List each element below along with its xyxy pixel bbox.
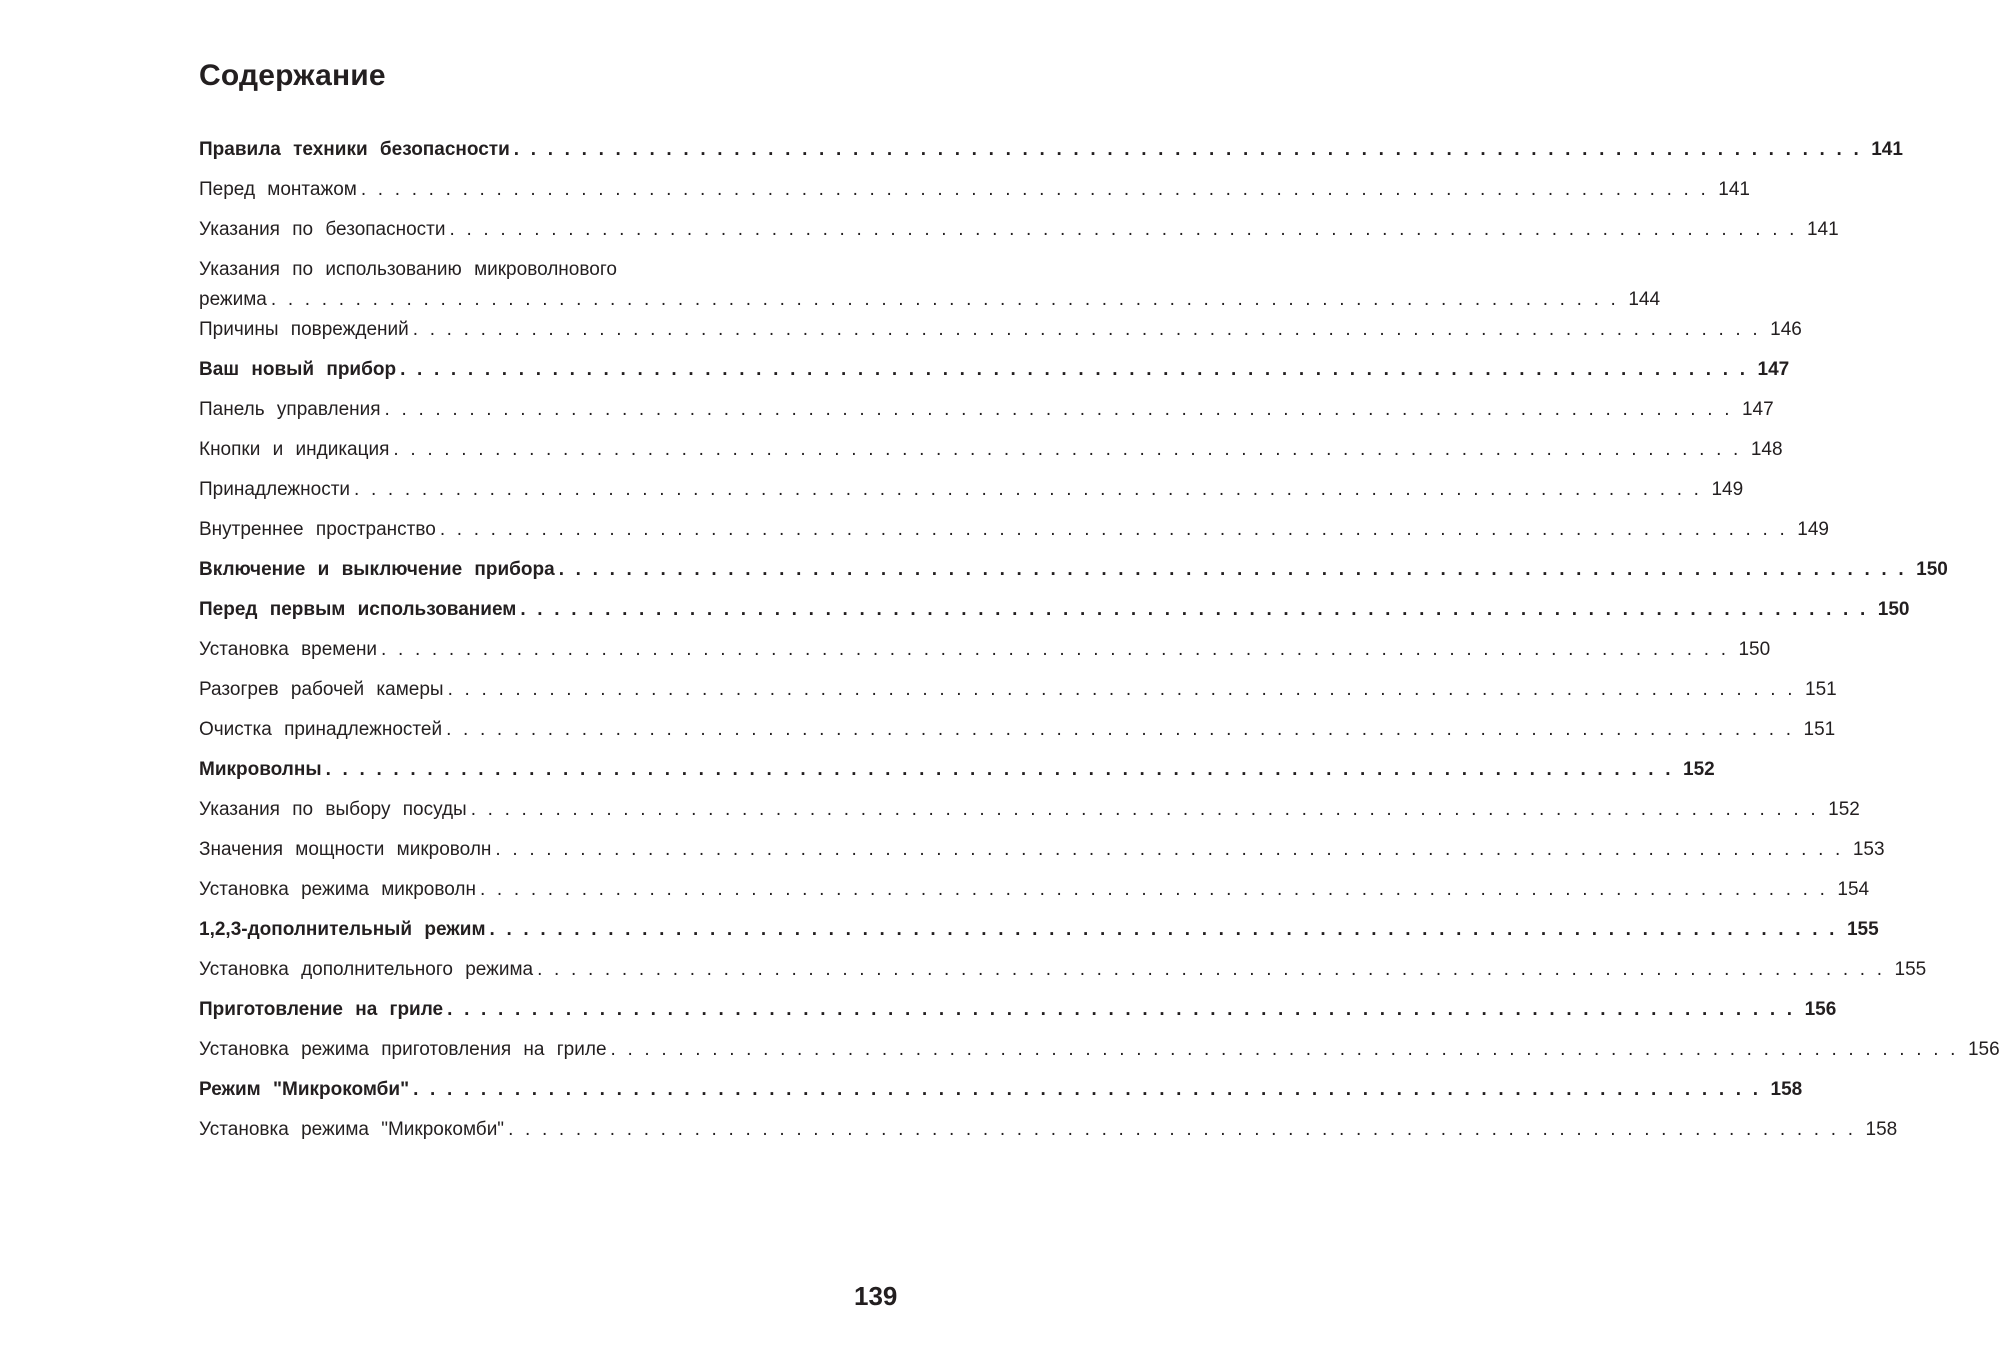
toc-entry-title: Внутреннее пространство <box>199 510 440 550</box>
toc-entry <box>199 710 1836 750</box>
dot-leader: . . . . . . . . . . . . . . . . . . . . . . . . . . . . . . . . . . . . . . . . . . . . . . . . . . . . . . . . . . . . . . . . . . . . . . . . . . . . . . . . <box>447 999 1796 1020</box>
toc-entry-page: 152 <box>1683 759 1715 780</box>
toc-entry-title: Установка режима приготовления на гриле <box>199 1030 611 1070</box>
toc-entry-title: Причины повреждений <box>199 310 413 350</box>
toc-entry <box>199 510 1829 550</box>
toc-entry-title: Значения мощности микроволн <box>199 830 495 870</box>
toc-entry-page: 147 <box>1741 399 1774 420</box>
toc-entry <box>199 170 1750 210</box>
toc-entry-page: 148 <box>1750 439 1783 460</box>
toc-entry-title: Указания по выбору посуды <box>199 790 471 830</box>
toc-entry <box>199 1110 1898 1150</box>
dot-leader: . . . . . . . . . . . . . . . . . . . . . . . . . . . . . . . . . . . . . . . . . . . . . . . . . . . . . . . . . . . . . . . . . . . . . . . . . . . . . . . . <box>413 1079 1762 1100</box>
toc-entry-title: Ваш новый прибор <box>199 350 400 390</box>
toc-entry-title: режима <box>199 290 271 310</box>
toc-entry <box>199 1030 2000 1070</box>
dot-leader: . . . . . . . . . . . . . . . . . . . . . . . . . . . . . . . . . . . . . . . . . . . . . . . . . . . . . . . . . . . . . . . . . . . . . . . . . . . . . . . . <box>384 399 1733 420</box>
toc-entry <box>199 390 1774 430</box>
dot-leader: . . . . . . . . . . . . . . . . . . . . . . . . . . . . . . . . . . . . . . . . . . . . . . . . . . . . . . . . . . . . . . . . . . . . . . . . . . . . . . . . <box>270 289 1620 310</box>
toc-entry-page: 150 <box>1738 639 1771 660</box>
dot-leader: . . . . . . . . . . . . . . . . . . . . . . . . . . . . . . . . . . . . . . . . . . . . . . . . . . . . . . . . . . . . . . . . . . . . . . . . . . . . . . . . <box>393 439 1742 460</box>
toc-entry-page: 141 <box>1806 219 1839 240</box>
toc-entry-title: Правила техники безопасности <box>199 130 514 170</box>
toc-entry-title: Кнопки и индикация <box>199 430 393 470</box>
toc-entry-title: 1,2,3-дополнительный режим <box>199 910 490 950</box>
page-number: 139 <box>854 1281 898 1311</box>
dot-leader: . . . . . . . . . . . . . . . . . . . . . . . . . . . . . . . . . . . . . . . . . . . . . . . . . . . . . . . . . . . . . . . . . . . . . . . . . . . . . . . . <box>325 759 1674 780</box>
toc-entry-title: Установка режима "Микрокомби" <box>199 1110 508 1150</box>
toc-entry-page: 149 <box>1711 479 1744 500</box>
dot-leader: . . . . . . . . . . . . . . . . . . . . . . . . . . . . . . . . . . . . . . . . . . . . . . . . . . . . . . . . . . . . . . . . . . . . . . . . . . . . . . . . <box>439 519 1788 540</box>
toc-entry <box>199 590 1910 630</box>
toc-entry-page: 158 <box>1770 1079 1803 1100</box>
toc-entry-page: 144 <box>1628 289 1661 310</box>
dot-leader: . . . . . . . . . . . . . . . . . . . . . . . . . . . . . . . . . . . . . . . . . . . . . . . . . . . . . . . . . . . . . . . . . . . . . . . . . . . . . . . . <box>558 559 1907 580</box>
toc-entry-page: 156 <box>1967 1039 2000 1060</box>
toc-entry <box>199 910 1879 950</box>
toc-entry <box>199 550 1948 590</box>
toc-entry-page: 149 <box>1797 519 1829 540</box>
toc-entry <box>199 630 1771 670</box>
toc-entry-title: Установка времени <box>199 630 381 670</box>
toc-entry-page: 151 <box>1805 679 1837 700</box>
dot-leader: . . . . . . . . . . . . . . . . . . . . . . . . . . . . . . . . . . . . . . . . . . . . . . . . . . . . . . . . . . . . . . . . . . . . . . . . . . . . . . . . <box>447 679 1796 700</box>
table-of-contents <box>199 130 2000 1150</box>
toc-entry-title: Микроволны <box>199 750 326 790</box>
dot-leader: . . . . . . . . . . . . . . . . . . . . . . . . . . . . . . . . . . . . . . . . . . . . . . . . . . . . . . . . . . . . . . . . . . . . . . . . . . . . . . . . <box>495 839 1844 860</box>
toc-entry <box>199 1070 1803 1110</box>
dot-leader: . . . . . . . . . . . . . . . . . . . . . . . . . . . . . . . . . . . . . . . . . . . . . . . . . . . . . . . . . . . . . . . . . . . . . . . . . . . . . . . . <box>412 319 1761 340</box>
toc-entry-page: 151 <box>1803 719 1836 740</box>
dot-leader: . . . . . . . . . . . . . . . . . . . . . . . . . . . . . . . . . . . . . . . . . . . . . . . . . . . . . . . . . . . . . . . . . . . . . . . . . . . . . . . . <box>360 179 1709 200</box>
toc-entry <box>199 210 1839 250</box>
toc-entry-page: 158 <box>1865 1119 1898 1140</box>
dot-leader: . . . . . . . . . . . . . . . . . . . . . . . . . . . . . . . . . . . . . . . . . . . . . . . . . . . . . . . . . . . . . . . . . . . . . . . . . . . . . . . . <box>508 1119 1857 1140</box>
toc-entry-page: 141 <box>1718 179 1750 200</box>
toc-entry-page: 156 <box>1804 999 1837 1020</box>
toc-entry-title: Установка дополнительного режима <box>199 950 537 990</box>
page-title: Содержание <box>199 59 386 92</box>
toc-entry <box>199 750 1715 790</box>
dot-leader: . . . . . . . . . . . . . . . . . . . . . . . . . . . . . . . . . . . . . . . . . . . . . . . . . . . . . . . . . . . . . . . . . . . . . . . . . . . . . . . . <box>520 599 1869 620</box>
toc-entry <box>199 950 1927 990</box>
dot-leader: . . . . . . . . . . . . . . . . . . . . . . . . . . . . . . . . . . . . . . . . . . . . . . . . . . . . . . . . . . . . . . . . . . . . . . . . . . . . . . . . <box>446 719 1795 740</box>
toc-entry-title: Режим "Микрокомби" <box>199 1070 413 1110</box>
dot-leader: . . . . . . . . . . . . . . . . . . . . . . . . . . . . . . . . . . . . . . . . . . . . . . . . . . . . . . . . . . . . . . . . . . . . . . . . . . . . . . . . <box>381 639 1730 660</box>
toc-entry-title: Указания по безопасности <box>199 210 450 250</box>
toc-entry <box>199 790 1860 830</box>
dot-leader: . . . . . . . . . . . . . . . . . . . . . . . . . . . . . . . . . . . . . . . . . . . . . . . . . . . . . . . . . . . . . . . . . . . . . . . . . . . . . . . . <box>354 479 1703 500</box>
toc-entry-title-line1: Указания по использованию микроволнового <box>199 259 617 280</box>
toc-entry-page: 155 <box>1846 919 1879 940</box>
toc-entry-title: Панель управления <box>199 390 385 430</box>
toc-entry-page: 153 <box>1852 839 1885 860</box>
toc-entry <box>199 670 1837 710</box>
dot-leader: . . . . . . . . . . . . . . . . . . . . . . . . . . . . . . . . . . . . . . . . . . . . . . . . . . . . . . . . . . . . . . . . . . . . . . . . . . . . . . . . <box>537 959 1886 980</box>
toc-entry <box>199 990 1837 1030</box>
toc-entry-page: 146 <box>1770 319 1802 340</box>
toc-entry-page: 150 <box>1916 559 1948 580</box>
dot-leader: . . . . . . . . . . . . . . . . . . . . . . . . . . . . . . . . . . . . . . . . . . . . . . . . . . . . . . . . . . . . . . . . . . . . . . . . . . . . . . . . <box>513 139 1862 160</box>
toc-entry-title: Очистка принадлежностей <box>199 710 446 750</box>
dot-leader: . . . . . . . . . . . . . . . . . . . . . . . . . . . . . . . . . . . . . . . . . . . . . . . . . . . . . . . . . . . . . . . . . . . . . . . . . . . . . . . . <box>470 799 1819 820</box>
toc-entry <box>199 470 1744 510</box>
toc-entry <box>199 870 1870 910</box>
toc-entry <box>199 250 1661 310</box>
dot-leader: . . . . . . . . . . . . . . . . . . . . . . . . . . . . . . . . . . . . . . . . . . . . . . . . . . . . . . . . . . . . . . . . . . . . . . . . . . . . . . . . <box>610 1039 1959 1060</box>
toc-entry-title: Перед монтажом <box>199 170 361 210</box>
toc-entry-title: Принадлежности <box>199 470 354 510</box>
dot-leader: . . . . . . . . . . . . . . . . . . . . . . . . . . . . . . . . . . . . . . . . . . . . . . . . . . . . . . . . . . . . . . . . . . . . . . . . . . . . . . . . <box>449 219 1798 240</box>
toc-entry-title: Установка режима микроволн <box>199 870 480 910</box>
toc-entry-title: Приготовление на гриле <box>199 990 447 1030</box>
toc-entry <box>199 130 1903 170</box>
toc-entry <box>199 310 1802 350</box>
toc-entry-title: Включение и выключение прибора <box>199 550 559 590</box>
toc-entry-page: 141 <box>1871 139 1903 160</box>
toc-entry <box>199 430 1783 470</box>
dot-leader: . . . . . . . . . . . . . . . . . . . . . . . . . . . . . . . . . . . . . . . . . . . . . . . . . . . . . . . . . . . . . . . . . . . . . . . . . . . . . . . . <box>489 919 1838 940</box>
dot-leader: . . . . . . . . . . . . . . . . . . . . . . . . . . . . . . . . . . . . . . . . . . . . . . . . . . . . . . . . . . . . . . . . . . . . . . . . . . . . . . . . <box>479 879 1829 900</box>
toc-entry-title: Разогрев рабочей камеры <box>199 670 448 710</box>
toc-entry-page: 147 <box>1757 359 1790 380</box>
dot-leader: . . . . . . . . . . . . . . . . . . . . . . . . . . . . . . . . . . . . . . . . . . . . . . . . . . . . . . . . . . . . . . . . . . . . . . . . . . . . . . . . <box>400 359 1749 380</box>
toc-entry-page: 152 <box>1828 799 1860 820</box>
toc-entry-page: 150 <box>1877 599 1910 620</box>
toc-entry <box>199 830 1885 870</box>
toc-entry-page: 154 <box>1837 879 1870 900</box>
toc-entry-title: Перед первым использованием <box>199 590 520 630</box>
toc-entry-page: 155 <box>1894 959 1927 980</box>
toc-entry <box>199 350 1790 390</box>
